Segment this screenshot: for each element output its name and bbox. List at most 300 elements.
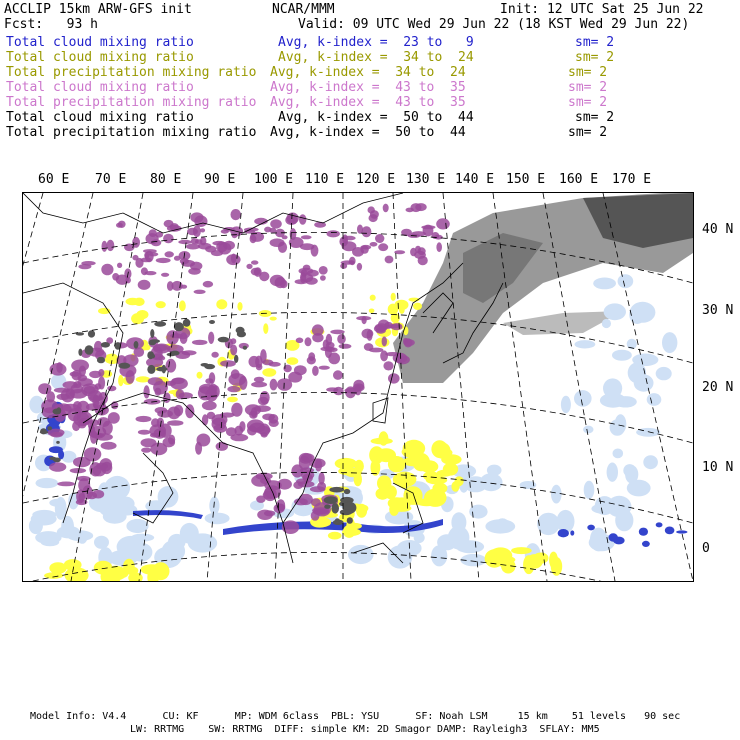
convective-core (324, 505, 331, 509)
legend-smoothing: sm= 2 (568, 65, 608, 80)
upper-cloud-patch (188, 268, 201, 275)
convective-core (329, 487, 344, 493)
longitude-tick-label: 130 E (406, 172, 446, 187)
convective-core (234, 355, 238, 363)
upper-cloud-patch (156, 258, 171, 263)
convective-core (56, 441, 60, 444)
convective-core (119, 363, 131, 369)
convective-core (49, 457, 56, 460)
longitude-tick-label: 70 E (95, 172, 127, 187)
upper-cloud-patch (388, 373, 400, 383)
legend-field-name: Total cloud mixing ratio (6, 50, 194, 65)
convective-core (344, 489, 351, 494)
legend-smoothing: sm= 2 (568, 125, 608, 140)
low-cloud-patch (49, 446, 63, 453)
convective-core (88, 330, 95, 337)
legend-level-range: Avg, k-index = 43 to 35 (270, 80, 466, 95)
upper-cloud-patch (330, 330, 344, 335)
convective-core (347, 517, 353, 524)
upper-cloud-patch (360, 245, 371, 250)
upper-cloud-patch (375, 234, 384, 243)
upper-cloud-patch (340, 263, 347, 269)
upper-cloud-patch (261, 432, 268, 437)
mid-cloud-patch (338, 467, 358, 475)
convective-core (149, 340, 157, 345)
convective-core (154, 321, 166, 326)
upper-cloud-patch (208, 332, 214, 344)
upper-cloud-patch (73, 412, 89, 426)
upper-cloud-patch (207, 412, 216, 420)
low-cloud-patch (61, 516, 74, 538)
upper-cloud-patch (200, 228, 205, 232)
upper-cloud-patch (107, 386, 116, 392)
low-cloud-patch (126, 519, 148, 533)
upper-cloud-patch (337, 334, 346, 344)
convective-core (47, 426, 52, 430)
convective-core (340, 509, 352, 515)
legend-level-range: Avg, k-index = 34 to 24 (270, 65, 466, 80)
convective-core (85, 345, 94, 354)
upper-cloud-patch (79, 366, 86, 377)
longitude-tick-label: 140 E (455, 172, 495, 187)
upper-cloud-patch (138, 280, 151, 290)
upper-cloud-patch (167, 281, 174, 291)
mid-cloud-patch (413, 303, 422, 310)
latitude-tick-label: 40 N (702, 222, 734, 237)
upper-cloud-patch (98, 376, 105, 389)
legend-field-name: Total cloud mixing ratio (6, 110, 194, 125)
low-cloud-patch (676, 530, 687, 533)
upper-cloud-patch (218, 243, 231, 255)
legend-smoothing: sm= 2 (575, 35, 615, 50)
mid-cloud-patch (131, 313, 144, 324)
upper-cloud-patch (155, 388, 162, 396)
upper-cloud-patch (220, 360, 236, 367)
upper-cloud-patch (317, 482, 326, 491)
mid-cloud-patch (179, 300, 186, 311)
convective-core (331, 503, 339, 514)
low-cloud-patch (593, 278, 616, 290)
mid-cloud-patch (370, 295, 376, 301)
upper-cloud-patch (270, 238, 285, 247)
latitude-tick-label: 20 N (702, 380, 734, 395)
convective-core (324, 496, 338, 504)
upper-cloud-patch (211, 352, 218, 358)
upper-cloud-patch (436, 218, 450, 229)
upper-cloud-patch (145, 251, 154, 262)
upper-cloud-patch (194, 290, 206, 294)
upper-cloud-patch (163, 234, 174, 243)
upper-cloud-patch (92, 490, 104, 499)
upper-cloud-patch (102, 241, 108, 252)
upper-cloud-patch (150, 443, 167, 456)
latitude-line (23, 392, 693, 443)
upper-cloud-patch (151, 239, 161, 246)
upper-cloud-patch (294, 365, 307, 375)
valid-time: Valid: 09 UTC Wed 29 Jun 22 (18 KST Wed 29 Jun 22) (298, 17, 690, 32)
mid-cloud-patch (342, 528, 361, 536)
low-cloud-patch (609, 533, 618, 541)
upper-cloud-patch (323, 340, 329, 350)
mid-cloud-patch (432, 483, 447, 494)
low-cloud-patch (414, 533, 425, 544)
mid-cloud-patch (104, 566, 126, 581)
upper-cloud-patch (126, 370, 135, 384)
upper-cloud-patch (107, 240, 115, 251)
upper-cloud-patch (296, 338, 304, 344)
legend-smoothing: sm= 2 (575, 110, 615, 125)
low-cloud-patch (600, 393, 626, 408)
upper-cloud-patch (116, 223, 123, 228)
legend-level-range: Avg, k-index = 43 to 35 (270, 95, 466, 110)
longitude-tick-label: 80 E (150, 172, 182, 187)
convective-core (333, 520, 344, 525)
convective-core (97, 357, 105, 364)
upper-cloud-patch (270, 379, 278, 391)
legend-level-range: Avg, k-index = 23 to 9 (278, 35, 474, 50)
upper-cloud-patch (135, 258, 143, 268)
low-cloud-band (133, 510, 203, 519)
upper-cloud-patch (301, 235, 312, 239)
org-label: NCAR/MMM (272, 2, 335, 17)
legend-level-range: Avg, k-index = 34 to 24 (278, 50, 474, 65)
mid-cloud-patch (416, 498, 438, 506)
upper-cloud-patch (145, 271, 157, 275)
mid-cloud-patch (371, 438, 393, 445)
upper-cloud-patch (254, 267, 262, 277)
low-cloud-patch (615, 414, 627, 433)
mid-cloud-patch (494, 552, 509, 565)
upper-cloud-patch (246, 264, 252, 269)
longitude-tick-label: 60 E (38, 172, 70, 187)
model-info-line1: Model Info: V4.4 CU: KF MP: WDM 6class PBL: YSU SF: Noah LSM 15 km 51 levels 90 sec (30, 711, 681, 722)
low-cloud-patch (129, 543, 152, 562)
upper-cloud-patch (319, 266, 328, 275)
upper-cloud-patch (144, 385, 150, 398)
upper-cloud-patch (136, 416, 152, 422)
upper-cloud-patch (254, 405, 271, 412)
longitude-tick-label: 100 E (254, 172, 294, 187)
mid-cloud-patch (262, 368, 276, 377)
low-cloud-patch (464, 476, 487, 492)
upper-cloud-patch (138, 430, 151, 435)
upper-cloud-patch (100, 458, 113, 471)
mid-cloud-patch (118, 375, 123, 386)
low-cloud-patch (36, 478, 59, 488)
mid-cloud-patch (237, 302, 242, 311)
low-cloud-patch (662, 332, 677, 353)
upper-cloud-patch (269, 419, 279, 427)
upper-cloud-patch (84, 447, 102, 461)
upper-cloud-patch (198, 243, 212, 250)
upper-cloud-patch (166, 359, 177, 373)
upper-cloud-patch (192, 340, 208, 345)
upper-cloud-patch (150, 433, 160, 438)
upper-cloud-patch (141, 448, 151, 453)
upper-cloud-patch (319, 366, 330, 370)
mid-cloud-patch (216, 299, 227, 309)
upper-cloud-patch (312, 333, 323, 342)
longitude-tick-label: 90 E (204, 172, 236, 187)
low-cloud-patch (49, 499, 65, 507)
init-time: Init: 12 UTC Sat 25 Jun 22 (500, 2, 704, 17)
coastline (23, 193, 403, 233)
upper-cloud-patch (406, 208, 414, 213)
upper-cloud-patch (178, 240, 191, 244)
low-cloud-patch (487, 465, 502, 476)
convective-core (218, 337, 229, 343)
low-cloud-patch (41, 538, 60, 546)
low-cloud-patch (632, 354, 658, 367)
mid-cloud-patch (511, 547, 532, 554)
legend-field-name: Total precipitation mixing ratio (6, 125, 257, 140)
upper-cloud-patch (264, 227, 271, 233)
forecast-hour: Fcst: 93 h (4, 17, 98, 32)
upper-cloud-patch (244, 228, 259, 232)
low-cloud-patch (205, 513, 230, 525)
legend-field-name: Total precipitation mixing ratio (6, 95, 257, 110)
upper-cloud-patch (305, 337, 312, 346)
upper-cloud-patch (247, 419, 264, 432)
model-info-line2: LW: RRTMG SW: RRTMG DIFF: simple KM: 2D Smagor DAMP: Rayleigh3 SFLAY: MM5 (130, 724, 600, 735)
mid-cloud-patch (126, 298, 140, 305)
upper-cloud-patch (357, 263, 362, 271)
legend-smoothing: sm= 2 (575, 50, 615, 65)
low-cloud-patch (485, 519, 515, 533)
upper-cloud-patch (327, 230, 340, 237)
upper-cloud-patch (164, 220, 174, 228)
upper-cloud-patch (89, 371, 101, 378)
low-cloud-patch (612, 350, 632, 361)
upper-cloud-patch (357, 225, 363, 234)
low-cloud-patch (158, 486, 179, 508)
convective-core (183, 319, 191, 327)
upper-cloud-patch (367, 330, 373, 341)
upper-cloud-patch (370, 242, 378, 247)
upper-cloud-patch (235, 426, 244, 436)
legend-field-name: Total cloud mixing ratio (6, 80, 194, 95)
upper-cloud-patch (251, 260, 258, 264)
low-cloud-patch (574, 390, 592, 407)
low-cloud-patch (636, 428, 660, 437)
upper-cloud-patch (117, 263, 122, 268)
upper-cloud-patch (231, 369, 240, 379)
upper-cloud-patch (78, 264, 91, 269)
mid-cloud-patch (451, 481, 459, 492)
upper-cloud-patch (78, 478, 90, 492)
upper-cloud-patch (249, 356, 260, 367)
legend-level-range: Avg, k-index = 50 to 44 (270, 125, 466, 140)
longitude-tick-label: 170 E (612, 172, 652, 187)
legend-field-name: Total cloud mixing ratio (6, 35, 194, 50)
upper-cloud-patch (436, 242, 442, 252)
low-cloud-patch (451, 512, 466, 532)
upper-cloud-patch (415, 203, 426, 211)
longitude-tick-label: 160 E (559, 172, 599, 187)
convective-core (78, 349, 82, 356)
mid-cloud-patch (287, 357, 299, 365)
mid-cloud-patch (393, 497, 411, 510)
upper-cloud-patch (203, 281, 213, 288)
upper-cloud-patch (195, 442, 202, 455)
upper-cloud-patch (378, 243, 388, 251)
longitude-tick-label: 150 E (506, 172, 546, 187)
mid-cloud-patch (270, 317, 277, 321)
upper-cloud-patch (213, 424, 227, 433)
low-cloud-patch (615, 510, 633, 532)
upper-cloud-patch (356, 316, 371, 320)
convective-core (170, 351, 179, 356)
upper-cloud-patch (295, 279, 308, 284)
low-cloud-patch (643, 455, 658, 469)
upper-cloud-patch (148, 377, 163, 385)
upper-cloud-patch (299, 494, 313, 505)
low-cloud-patch (630, 302, 656, 323)
low-cloud-patch (388, 545, 413, 568)
upper-cloud-patch (256, 496, 265, 503)
upper-cloud-patch (299, 268, 314, 275)
mid-cloud-patch (354, 472, 362, 486)
low-cloud-patch (558, 529, 569, 537)
low-cloud-patch (102, 490, 118, 509)
cloud-field-map (23, 193, 693, 581)
low-cloud-patch (587, 525, 595, 531)
upper-cloud-patch (49, 462, 66, 472)
upper-cloud-patch (202, 401, 217, 410)
upper-cloud-patch (170, 333, 183, 338)
convective-core (174, 322, 184, 331)
low-cloud-patch (613, 449, 624, 459)
upper-cloud-patch (62, 404, 80, 412)
low-cloud-patch (551, 485, 562, 504)
low-cloud-patch (561, 396, 571, 413)
convective-core (237, 331, 246, 337)
upper-cloud-patch (239, 376, 247, 390)
convective-core (147, 365, 155, 374)
upper-cloud-patch (328, 353, 340, 365)
convective-core (162, 365, 166, 374)
upper-cloud-patch (57, 482, 75, 487)
mid-cloud-patch (523, 555, 534, 574)
low-cloud-patch (634, 374, 654, 391)
upper-cloud-patch (308, 352, 315, 361)
upper-cloud-patch (90, 433, 103, 438)
convective-core (150, 329, 154, 338)
longitude-tick-label: 110 E (305, 172, 345, 187)
upper-cloud-patch (299, 214, 306, 225)
mid-cloud-patch (399, 306, 405, 314)
mid-cloud-patch (391, 293, 396, 301)
low-cloud-patch (94, 536, 109, 549)
upper-cloud-patch (339, 344, 352, 349)
convective-core (243, 346, 247, 350)
upper-cloud-patch (172, 378, 185, 384)
legend-field-name: Total precipitation mixing ratio (6, 65, 257, 80)
low-cloud-patch (618, 274, 634, 288)
upper-cloud-patch (216, 442, 228, 451)
mid-cloud-patch (412, 453, 430, 471)
upper-cloud-patch (198, 386, 213, 400)
upper-cloud-patch (182, 350, 197, 355)
upper-cloud-patch (311, 511, 320, 521)
mid-cloud-patch (227, 397, 238, 403)
low-cloud-patch (607, 463, 618, 482)
model-title: ACCLIP 15km ARW-GFS init (4, 2, 192, 17)
upper-cloud-patch (251, 382, 267, 388)
upper-cloud-patch (101, 442, 117, 450)
mid-cloud-patch (197, 372, 203, 379)
upper-cloud-patch (362, 226, 372, 237)
upper-cloud-patch (227, 386, 240, 392)
low-cloud-patch (209, 497, 219, 515)
upper-cloud-patch (161, 273, 169, 277)
upper-cloud-patch (165, 251, 174, 257)
low-cloud-patch (656, 367, 672, 380)
upper-cloud-patch (149, 229, 157, 237)
low-cloud-patch (188, 533, 217, 552)
mid-cloud-patch (156, 301, 166, 308)
mid-cloud-patch (426, 476, 447, 485)
upper-cloud-patch (262, 360, 273, 366)
upper-cloud-patch (190, 212, 203, 222)
upper-cloud-patch (112, 273, 119, 281)
upper-cloud-patch (181, 285, 187, 289)
mid-cloud-patch (388, 456, 405, 472)
upper-cloud-patch (56, 362, 62, 373)
upper-cloud-patch (380, 350, 388, 361)
upper-cloud-patch (333, 387, 343, 396)
low-cloud-patch (570, 530, 574, 535)
convective-core (101, 342, 110, 348)
low-cloud-patch (602, 319, 611, 328)
legend-smoothing: sm= 2 (568, 80, 608, 95)
mid-cloud-patch (369, 309, 375, 314)
upper-cloud-patch (97, 417, 110, 427)
low-cloud-patch (31, 512, 57, 525)
upper-cloud-patch (270, 275, 285, 286)
longitude-tick-label: 120 E (356, 172, 396, 187)
upper-cloud-patch (209, 372, 215, 384)
upper-cloud-patch (187, 228, 198, 235)
upper-cloud-patch (423, 225, 434, 237)
low-cloud-patch (623, 464, 636, 477)
upper-cloud-patch (375, 323, 388, 331)
convective-core (150, 354, 156, 358)
upper-cloud-patch (270, 219, 282, 228)
low-cloud-patch (656, 522, 663, 527)
upper-cloud-patch (385, 256, 394, 264)
low-cloud-patch (575, 340, 596, 348)
low-cloud-patch (437, 534, 457, 550)
mid-cloud-patch (384, 485, 397, 499)
upper-cloud-patch (174, 405, 183, 416)
upper-cloud-patch (414, 251, 426, 259)
convective-core (56, 407, 61, 414)
upper-cloud-patch (282, 235, 288, 239)
convective-core (40, 431, 48, 434)
upper-cloud-patch (382, 336, 387, 346)
upper-cloud-patch (369, 348, 384, 353)
low-cloud-patch (584, 481, 595, 499)
upper-cloud-patch (78, 493, 85, 502)
low-cloud-patch (642, 541, 650, 547)
low-cloud-patch (665, 527, 675, 535)
upper-cloud-patch (383, 361, 393, 370)
mid-cloud-patch (328, 532, 342, 540)
mid-cloud-patch (152, 562, 169, 580)
upper-cloud-patch (231, 403, 242, 417)
map-panel (22, 192, 694, 582)
